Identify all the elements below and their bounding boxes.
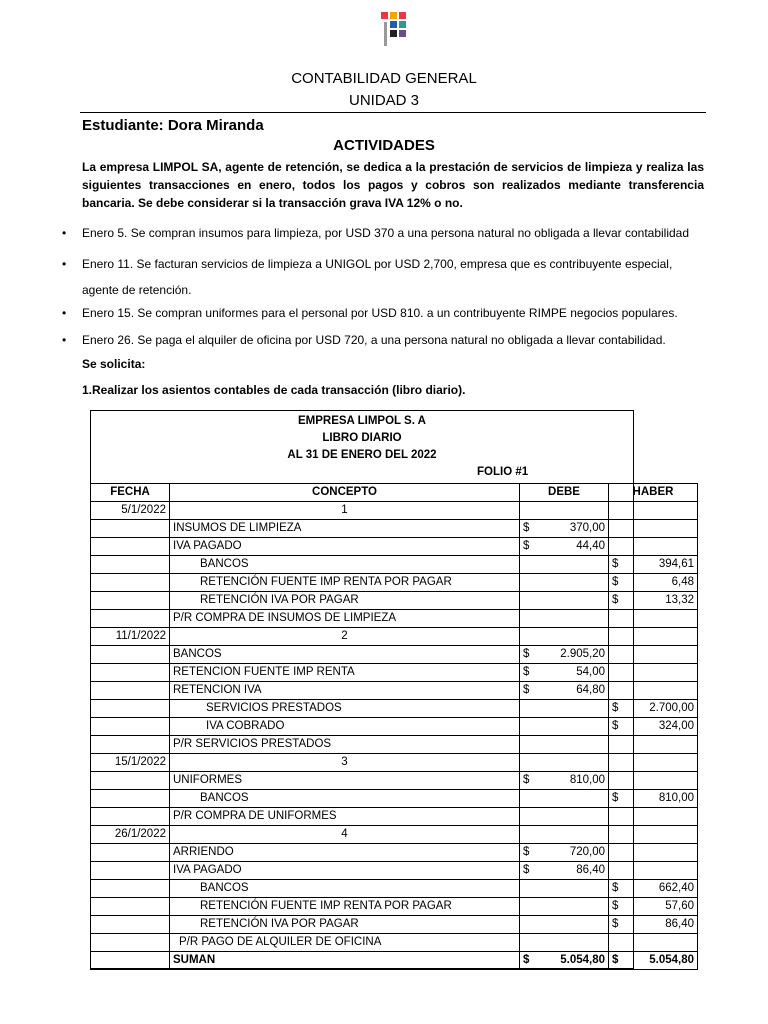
haber-cell (609, 862, 698, 880)
amount: 13,32 (665, 594, 694, 606)
date-cell: 15/1/2022 (91, 754, 170, 772)
money-value (612, 898, 694, 915)
amount: 810,00 (658, 792, 694, 804)
table-row (91, 898, 698, 916)
money-value (523, 520, 605, 537)
table-row (91, 502, 698, 520)
currency-symbol: $ (612, 792, 619, 804)
table-row (91, 700, 698, 718)
currency-symbol: $ (523, 522, 530, 534)
bullet-dot-icon: • (62, 257, 67, 271)
concept-cell: IVA COBRADO (170, 718, 520, 736)
logo-square (399, 12, 406, 19)
table-row (91, 862, 698, 880)
table-row (91, 538, 698, 556)
bullet-dot-icon: • (62, 306, 67, 320)
table-row (91, 880, 698, 898)
currency-symbol: $ (523, 774, 530, 786)
amount: 324,00 (658, 720, 694, 732)
debe-cell (520, 520, 609, 538)
money-value (612, 574, 694, 591)
concept-cell: BANCOS (170, 556, 520, 574)
currency-symbol: $ (523, 954, 530, 966)
concept-cell: SERVICIOS PRESTADOS (170, 700, 520, 718)
date-cell (91, 952, 170, 970)
table-row (91, 664, 698, 682)
money-value (523, 772, 605, 789)
date-cell (91, 520, 170, 538)
debe-cell (520, 682, 609, 700)
haber-cell (609, 646, 698, 664)
haber-cell (609, 502, 698, 520)
date-cell (91, 538, 170, 556)
debe-cell (520, 826, 609, 844)
haber-cell (609, 898, 698, 916)
currency-symbol: $ (612, 594, 619, 606)
table-row (91, 844, 698, 862)
haber-cell (609, 790, 698, 808)
debe-cell (520, 628, 609, 646)
currency-symbol: $ (523, 846, 530, 858)
col-debe: DEBE (520, 484, 609, 502)
currency-symbol: $ (612, 558, 619, 570)
concept-cell: RETENCIÓN IVA POR PAGAR (170, 592, 520, 610)
total-row (91, 952, 698, 970)
table-row (91, 790, 698, 808)
total-label: SUMAN (170, 952, 520, 970)
debe-cell (520, 790, 609, 808)
money-value (523, 682, 605, 699)
amount: 2.700,00 (649, 702, 694, 714)
amount: 57,60 (665, 900, 694, 912)
table-row (91, 718, 698, 736)
logo-square (399, 30, 406, 37)
bullet-item: • Enero 26. Se paga el alquiler de oficina por USD 720, a una persona natural no obligada a llevar contabilidad. (62, 333, 666, 347)
intro-paragraph: La empresa LIMPOL SA, agente de retención, se dedica a la prestación de servicios de limpieza y realiza las siguientes transacciones en enero, todos los pagos y cobros son realizados mediante transferencia bancaria. Se debe considerar si la transacción grava IVA 12% o no. (82, 160, 704, 210)
money-value (612, 718, 694, 735)
money-value (523, 952, 605, 969)
haber-cell (609, 664, 698, 682)
debe-cell (520, 916, 609, 934)
amount: 64,80 (576, 684, 605, 696)
activities-heading: ACTIVIDADES (333, 137, 435, 154)
journal-table (90, 483, 698, 970)
amount: 394,61 (658, 558, 694, 570)
logo-square (390, 21, 397, 28)
haber-cell (609, 880, 698, 898)
date-cell (91, 916, 170, 934)
amount: 86,40 (576, 864, 605, 876)
date-cell (91, 610, 170, 628)
haber-cell (609, 538, 698, 556)
entry-number: 4 (170, 826, 520, 844)
bullet-dot-icon: • (62, 226, 67, 240)
student-name: Estudiante: Dora Miranda (82, 117, 264, 134)
date-cell (91, 718, 170, 736)
col-concepto: CONCEPTO (170, 484, 520, 502)
concept-cell: RETENCION FUENTE IMP RENTA (170, 664, 520, 682)
logo-square (381, 12, 388, 19)
debe-cell (520, 610, 609, 628)
date-cell (91, 844, 170, 862)
date-cell (91, 556, 170, 574)
debe-cell (520, 592, 609, 610)
money-value (612, 952, 694, 969)
date-cell (91, 646, 170, 664)
haber-cell (609, 934, 698, 952)
table-row (91, 574, 698, 592)
currency-symbol: $ (612, 954, 619, 966)
date-cell (91, 808, 170, 826)
haber-cell (609, 826, 698, 844)
concept-cell: P/R COMPRA DE INSUMOS DE LIMPIEZA (170, 610, 520, 628)
date-cell (91, 700, 170, 718)
date-cell (91, 862, 170, 880)
course-title: CONTABILIDAD GENERAL (291, 70, 477, 87)
table-row (91, 934, 698, 952)
logo-bar (384, 22, 387, 46)
haber-cell (609, 628, 698, 646)
currency-symbol: $ (612, 918, 619, 930)
money-value (612, 700, 694, 717)
debe-cell (520, 934, 609, 952)
amount: 86,40 (665, 918, 694, 930)
amount: 2.905,20 (560, 648, 605, 660)
date-cell (91, 790, 170, 808)
amount: 5.054,80 (649, 954, 694, 966)
concept-cell: IVA PAGADO (170, 862, 520, 880)
debe-cell (520, 502, 609, 520)
table-row (91, 520, 698, 538)
date-cell (91, 682, 170, 700)
debe-cell (520, 736, 609, 754)
table-row (91, 610, 698, 628)
table-row (91, 556, 698, 574)
entry-number: 2 (170, 628, 520, 646)
debe-cell (520, 862, 609, 880)
logo-square (390, 12, 397, 19)
debe-cell (520, 538, 609, 556)
haber-cell (609, 574, 698, 592)
concept-cell: ARRIENDO (170, 844, 520, 862)
concept-cell: RETENCIÓN FUENTE IMP RENTA POR PAGAR (170, 574, 520, 592)
table-row (91, 736, 698, 754)
debe-cell (520, 574, 609, 592)
table-header-row (91, 484, 698, 502)
haber-cell (609, 592, 698, 610)
table-row (91, 826, 698, 844)
debe-cell (520, 898, 609, 916)
haber-cell (609, 556, 698, 574)
table-row (91, 682, 698, 700)
money-value (523, 862, 605, 879)
currency-symbol: $ (612, 882, 619, 894)
concept-cell: P/R SERVICIOS PRESTADOS (170, 736, 520, 754)
debe-cell (520, 700, 609, 718)
table-row (91, 808, 698, 826)
date-cell (91, 880, 170, 898)
money-value (612, 916, 694, 933)
table-row (91, 772, 698, 790)
money-value (612, 880, 694, 897)
currency-symbol: $ (612, 576, 619, 588)
col-haber: HABER (609, 484, 698, 502)
debe-cell (520, 754, 609, 772)
concept-cell: P/R COMPRA DE UNIFORMES (170, 808, 520, 826)
haber-cell (609, 700, 698, 718)
bullet-item: • Enero 15. Se compran uniformes para el personal por USD 810. a un contribuyente RIMPE negocios populares. (62, 306, 678, 320)
currency-symbol: $ (523, 540, 530, 552)
money-value (612, 790, 694, 807)
debe-cell (520, 664, 609, 682)
bullet-item: • Enero 11. Se facturan servicios de limpieza a UNIGOL por USD 2,700, empresa que es contribuyente especial, agente de retención. (82, 251, 704, 303)
table-row (91, 754, 698, 772)
date-cell (91, 934, 170, 952)
total-debe (520, 952, 609, 970)
debe-cell (520, 808, 609, 826)
entry-number: 1 (170, 502, 520, 520)
currency-symbol: $ (523, 666, 530, 678)
debe-cell (520, 556, 609, 574)
date-cell (91, 574, 170, 592)
bullet-item: • Enero 5. Se compran insumos para limpieza, por USD 370 a una persona natural no obligada a llevar contabilidad (62, 226, 690, 240)
entry-number: 3 (170, 754, 520, 772)
amount: 720,00 (569, 846, 605, 858)
bullet-dot-icon: • (62, 333, 67, 347)
institution-logo (381, 12, 411, 48)
haber-cell (609, 916, 698, 934)
haber-cell (609, 754, 698, 772)
amount: 662,40 (658, 882, 694, 894)
currency-symbol: $ (523, 684, 530, 696)
concept-cell: BANCOS (170, 880, 520, 898)
money-value (523, 538, 605, 555)
table-row (91, 592, 698, 610)
amount: 5.054,80 (560, 954, 605, 966)
currency-symbol: $ (523, 648, 530, 660)
money-value (612, 592, 694, 609)
amount: 54,00 (576, 666, 605, 678)
concept-cell: UNIFORMES (170, 772, 520, 790)
currency-symbol: $ (523, 864, 530, 876)
col-fecha: FECHA (91, 484, 170, 502)
amount: 6,48 (671, 576, 694, 588)
money-value (612, 556, 694, 573)
currency-symbol: $ (612, 900, 619, 912)
unit-title: UNIDAD 3 (348, 92, 419, 109)
logo-square (399, 21, 406, 28)
amount: 810,00 (569, 774, 605, 786)
debe-cell (520, 844, 609, 862)
task-text: 1.Realizar los asientos contables de cada transacción (libro diario). (82, 383, 466, 397)
amount: 370,00 (569, 522, 605, 534)
debe-cell (520, 718, 609, 736)
journal-company: EMPRESA LIMPOL S. A (297, 415, 426, 427)
concept-cell: P/R PAGO DE ALQUILER DE OFICINA (170, 934, 520, 952)
date-cell (91, 736, 170, 754)
haber-cell (609, 610, 698, 628)
debe-cell (520, 880, 609, 898)
currency-symbol: $ (612, 720, 619, 732)
concept-cell: RETENCIÓN IVA POR PAGAR (170, 916, 520, 934)
table-row (91, 916, 698, 934)
money-value (523, 646, 605, 663)
concept-cell: BANCOS (170, 646, 520, 664)
concept-cell: RETENCION IVA (170, 682, 520, 700)
debe-cell (520, 646, 609, 664)
debe-cell (520, 772, 609, 790)
date-cell (91, 664, 170, 682)
haber-cell (609, 808, 698, 826)
haber-cell (609, 844, 698, 862)
journal-folio: FOLIO #1 (477, 466, 529, 478)
date-cell (91, 898, 170, 916)
haber-cell (609, 772, 698, 790)
money-value (523, 844, 605, 861)
header-divider (80, 112, 706, 113)
haber-cell (609, 736, 698, 754)
journal-date: AL 31 DE ENERO DEL 2022 (287, 449, 437, 461)
concept-cell: BANCOS (170, 790, 520, 808)
logo-square (390, 30, 397, 37)
haber-cell (609, 682, 698, 700)
total-haber (609, 952, 698, 970)
journal-book: LIBRO DIARIO (322, 432, 402, 444)
table-row (91, 628, 698, 646)
date-cell (91, 592, 170, 610)
concept-cell: IVA PAGADO (170, 538, 520, 556)
haber-cell (609, 520, 698, 538)
haber-cell (609, 718, 698, 736)
date-cell: 11/1/2022 (91, 628, 170, 646)
date-cell: 26/1/2022 (91, 826, 170, 844)
date-cell: 5/1/2022 (91, 502, 170, 520)
request-label: Se solicita: (82, 357, 146, 371)
amount: 44,40 (576, 540, 605, 552)
table-row (91, 646, 698, 664)
concept-cell: RETENCIÓN FUENTE IMP RENTA POR PAGAR (170, 898, 520, 916)
currency-symbol: $ (612, 702, 619, 714)
money-value (523, 664, 605, 681)
date-cell (91, 772, 170, 790)
concept-cell: INSUMOS DE LIMPIEZA (170, 520, 520, 538)
